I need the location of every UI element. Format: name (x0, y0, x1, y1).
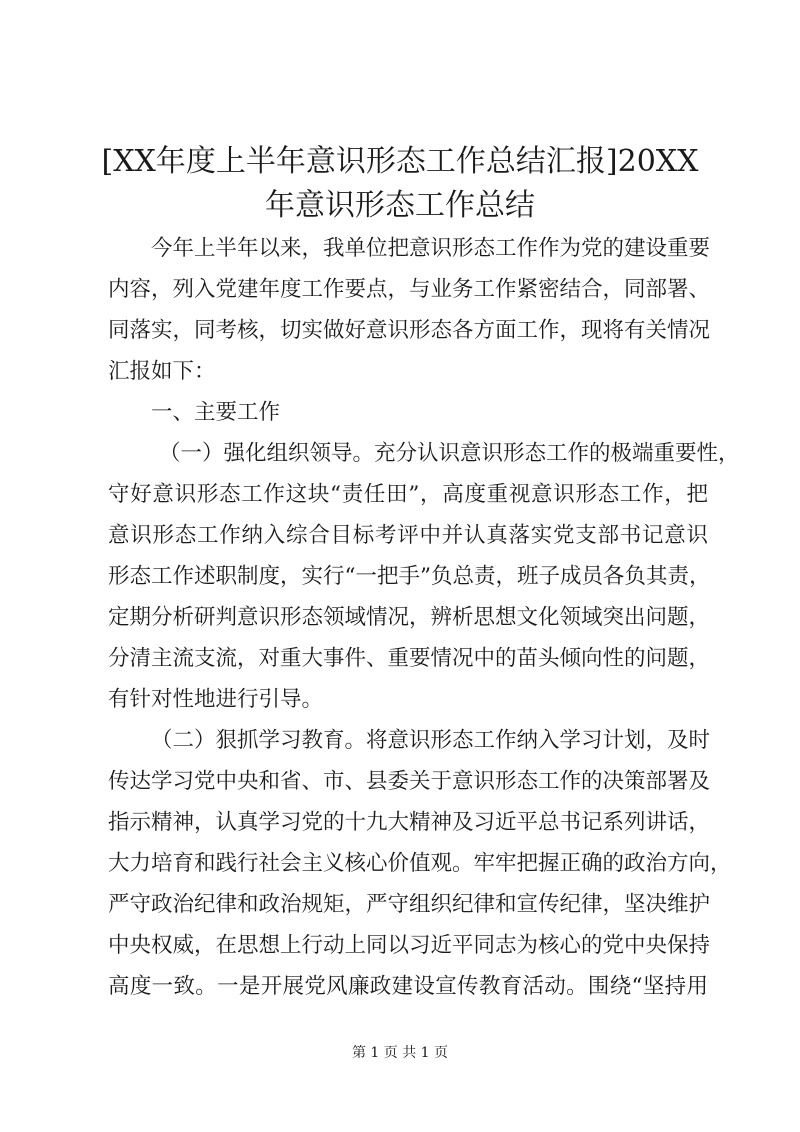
paragraph-line: 分清主流支流，对重大事件、重要情况中的苗头倾向性的问题， (108, 646, 711, 671)
page-number-footer: 第 1 页 共 1 页 (351, 1045, 449, 1061)
paragraph-line: 指示精神，认真学习党的十九大精神及习近平总书记系列讲话， (108, 810, 711, 835)
paragraph-line: 高度一致。一是开展党风廉政建设宣传教育活动。围绕“坚持用 (108, 974, 708, 999)
paragraph-line: 大力培育和践行社会主义核心价值观。牢牢把握正确的政治方向， (108, 851, 732, 876)
paragraph-line: 同落实，同考核，切实做好意识形态各方面工作，现将有关情况 (108, 318, 711, 343)
paragraph-line: 中央权威，在思想上行动上同以习近平同志为核心的党中央保持 (108, 933, 711, 958)
paragraph-line: 形态工作述职制度，实行“一把手”负总责，班子成员各负其责， (108, 564, 711, 589)
paragraph-line: 严守政治纪律和政治规矩，严守组织纪律和宣传纪律，坚决维护 (108, 892, 711, 917)
paragraph-line: 汇报如下： (108, 359, 216, 384)
section-heading: 一、主要工作 (151, 400, 281, 425)
paragraph-line: 守好意识形态工作这块“责任田”，高度重视意识形态工作，把 (108, 482, 708, 507)
paragraph-line: （一）强化组织领导。充分认识意识形态工作的极端重要性， (159, 441, 740, 466)
paragraph-line: 传达学习党中央和省、市、县委关于意识形态工作的决策部署及 (108, 769, 711, 794)
paragraph-line: 今年上半年以来，我单位把意识形态工作作为党的建设重要 (151, 236, 711, 261)
paragraph-line: （二）狠抓学习教育。将意识形态工作纳入学习计划，及时 (151, 728, 711, 753)
paragraph-line: 有针对性地进行引导。 (108, 687, 324, 712)
document-title-line-1: [XX年度上半年意识形态工作总结汇报]20XX (101, 144, 699, 179)
paragraph-line: 意识形态工作纳入综合目标考评中并认真落实党支部书记意识 (108, 523, 708, 548)
paragraph-line: 内容，列入党建年度工作要点，与业务工作紧密结合，同部署、 (108, 277, 711, 302)
document-body (108, 228, 740, 1007)
paragraph-line: 定期分析研判意识形态领域情况，辨析思想文化领域突出问题， (108, 605, 711, 630)
document-title-line-2: 年意识形态工作总结 (265, 188, 535, 223)
